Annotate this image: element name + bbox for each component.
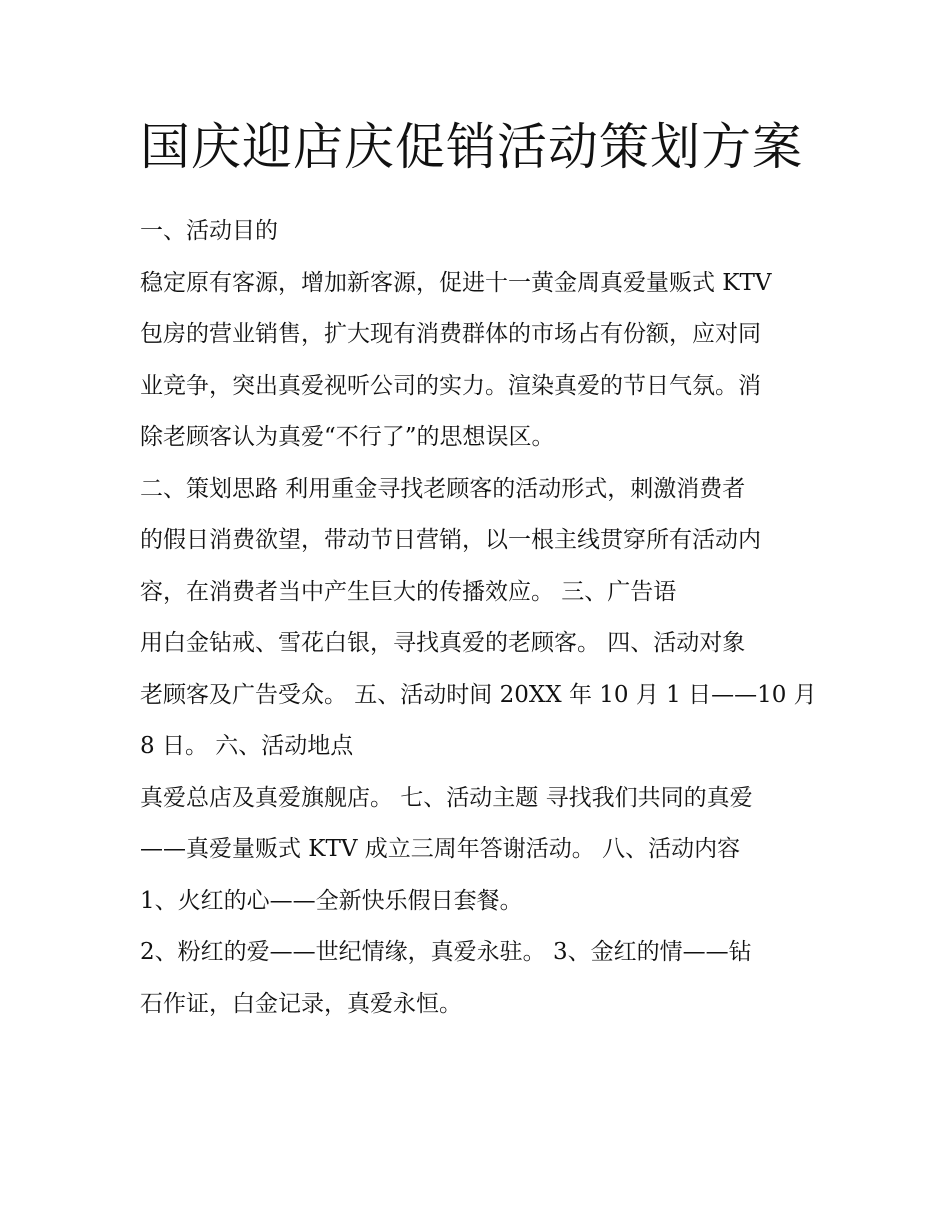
body-line: 包房的营业销售，扩大现有消费群体的市场占有份额，应对同: [140, 321, 761, 347]
document-title: 国庆迎店庆促销活动策划方案: [140, 118, 803, 176]
body-line: 稳定原有客源，增加新客源，促进十一黄金周真爱量贩式 KTV: [140, 269, 772, 296]
body-line: 二、策划思路 利用重金寻找老顾客的活动形式，刺激消费者: [140, 475, 746, 502]
body-line: 除老顾客认为真爱“不行了”的思想误区。: [140, 424, 555, 450]
body-line: 容，在消费者当中产生巨大的传播效应。 三、广告语: [140, 578, 677, 605]
body-line: 老顾客及广告受众。 五、活动时间 20XX 年 10 月 1 日——10 月: [140, 681, 817, 708]
body-line: 业竞争，突出真爱视听公司的实力。渲染真爱的节日气氛。消: [140, 372, 761, 399]
body-line: 8 日。 六、活动地点: [140, 733, 354, 759]
document-page: [140, 112, 820, 1030]
body-line: 真爱总店及真爱旗舰店。 七、活动主题 寻找我们共同的真爱: [140, 784, 753, 811]
body-line: 1、火红的心——全新快乐假日套餐。: [140, 887, 523, 914]
body-line: 一、活动目的: [140, 218, 278, 244]
body-line: 石作证，白金记录，真爱永恒。: [140, 990, 462, 1017]
body-line: 用白金钻戒、雪花白银，寻找真爱的老顾客。 四、活动对象: [140, 630, 746, 656]
body-line: 的假日消费欲望，带动节日营销，以一根主线贯穿所有活动内: [140, 527, 761, 553]
document-body: [140, 206, 820, 1030]
body-line: 2、粉红的爱——世纪情缘，真爱永驻。 3、金红的情——钻: [140, 939, 752, 965]
body-line: ——真爱量贩式 KTV 成立三周年答谢活动。 八、活动内容: [140, 836, 741, 862]
